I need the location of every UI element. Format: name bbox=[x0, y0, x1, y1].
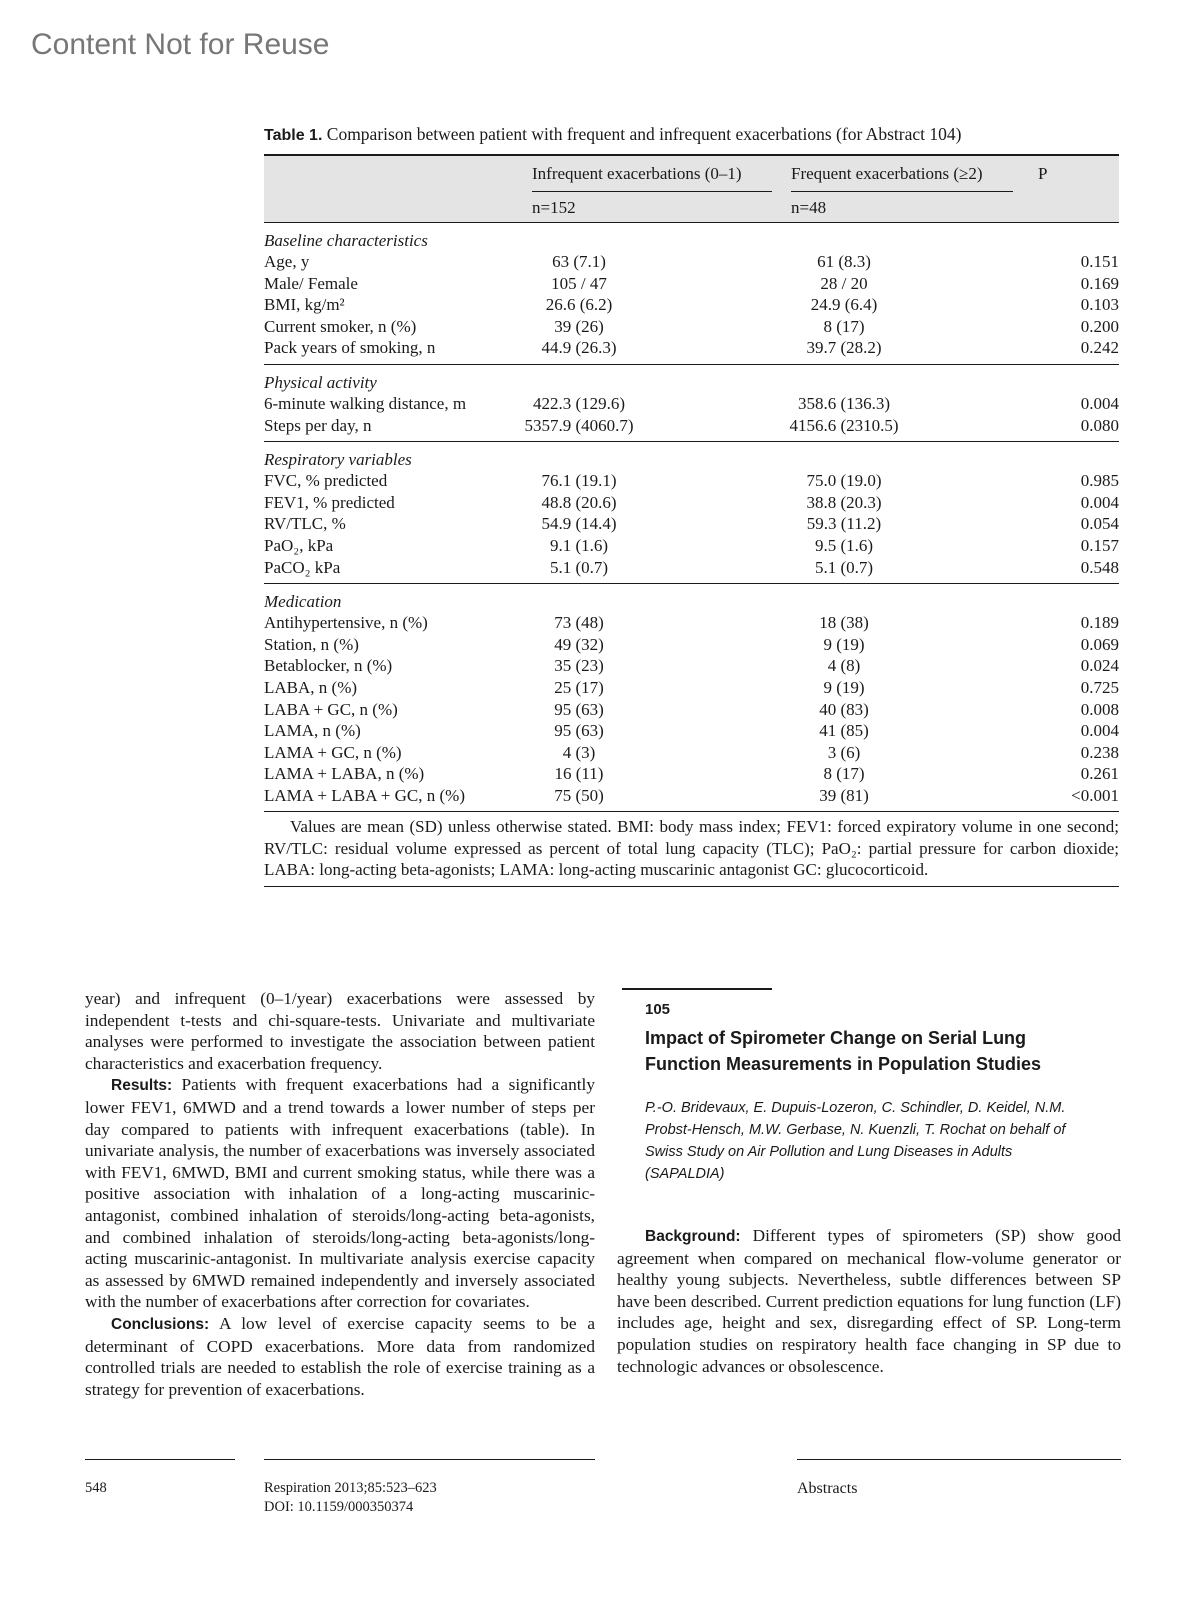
row-label: PaO₂, kPa bbox=[264, 535, 334, 555]
results-text: Patients with frequent exacerbations had a significantly lower FEV1, 6MWD and a trend towards a lower number of steps per day compared to patients with infrequent exacerbations (table). In univariate analysis, the number of exacerbations was inversely associated with FEV1, 6MWD, BMI and current smoking status, while there was a positive association with inhalation of a long-acting muscarinic-antagonist, combined inhalation of steroids/long-acting beta-agonists, and combined inhalation of steroids/long-acting beta-agonists/long-acting muscarinic-antagonist. In multivariate analysis exercise capacity as assessed by 6MWD remained independently and inversely associated with the number of exacerbations after correction for covariates. bbox=[85, 1075, 595, 1312]
header-underline bbox=[791, 191, 1013, 192]
infrequent-value: 5.1 (0.7) bbox=[549, 557, 609, 577]
header-p: P bbox=[1038, 164, 1048, 183]
journal-citation: Respiration 2013;85:523–623 bbox=[264, 1480, 437, 1496]
infrequent-value: 25 (17) bbox=[554, 677, 604, 697]
p-value: 0.024 bbox=[1080, 656, 1119, 676]
infrequent-value: 44.9 (26.3) bbox=[541, 338, 617, 358]
p-value: 0.157 bbox=[1080, 535, 1119, 555]
table-header bbox=[264, 154, 1119, 223]
group-title: Respiratory variables bbox=[264, 450, 412, 470]
infrequent-value: 49 (32) bbox=[554, 634, 604, 654]
infrequent-value: 9.1 (1.6) bbox=[549, 535, 609, 555]
row-label: RV/TLC, % bbox=[264, 514, 346, 534]
table-row bbox=[264, 251, 1119, 273]
table-row bbox=[264, 612, 1119, 634]
section-name: Abstracts bbox=[797, 1480, 858, 1497]
table-row bbox=[264, 337, 1119, 359]
frequent-value: 3 (6) bbox=[827, 742, 861, 762]
frequent-value: 59.3 (11.2) bbox=[806, 514, 882, 534]
infrequent-value: 73 (48) bbox=[554, 613, 604, 633]
table-row bbox=[264, 720, 1119, 742]
p-value: 0.069 bbox=[1080, 634, 1119, 654]
table-row bbox=[264, 316, 1119, 338]
frequent-value: 5.1 (0.7) bbox=[814, 557, 874, 577]
footer-rule bbox=[85, 1459, 235, 1460]
header-n-infrequent: n=152 bbox=[532, 198, 576, 217]
frequent-value: 38.8 (20.3) bbox=[806, 492, 882, 512]
row-label: LAMA + LABA + GC, n (%) bbox=[264, 785, 465, 805]
p-value: 0.054 bbox=[1080, 514, 1119, 534]
infrequent-value: 35 (23) bbox=[554, 656, 604, 676]
row-label: LAMA + GC, n (%) bbox=[264, 742, 402, 762]
table-row bbox=[264, 393, 1119, 415]
p-value: 0.242 bbox=[1080, 338, 1119, 358]
table-row bbox=[264, 785, 1119, 807]
p-value: 0.151 bbox=[1080, 252, 1119, 271]
p-value: 0.261 bbox=[1080, 764, 1119, 784]
frequent-value: 40 (83) bbox=[819, 699, 869, 719]
row-label: FEV1, % predicted bbox=[264, 492, 395, 512]
table-row bbox=[264, 294, 1119, 316]
results-label: Results: bbox=[111, 1077, 173, 1095]
group-title: Physical activity bbox=[264, 372, 377, 392]
p-value: 0.004 bbox=[1080, 721, 1119, 741]
background-paragraph bbox=[617, 1225, 1121, 1377]
header-infrequent: Infrequent exacerbations (0–1) bbox=[532, 164, 742, 183]
frequent-value: 24.9 (6.4) bbox=[810, 295, 878, 315]
group-title: Baseline characteristics bbox=[264, 231, 428, 250]
header-n-frequent: n=48 bbox=[791, 198, 827, 217]
row-label: Age, y bbox=[264, 252, 310, 271]
table-caption-label: Table 1. bbox=[264, 127, 323, 144]
table-row bbox=[264, 742, 1119, 764]
footer-rule bbox=[264, 1459, 595, 1460]
frequent-value: 358.6 (136.3) bbox=[797, 393, 891, 413]
table-group bbox=[264, 365, 1119, 442]
infrequent-value: 76.1 (19.1) bbox=[541, 471, 617, 491]
frequent-value: 9.5 (1.6) bbox=[814, 535, 874, 555]
frequent-value: 9 (19) bbox=[823, 677, 865, 697]
table-1 bbox=[264, 124, 1119, 887]
abstract-rule bbox=[622, 988, 772, 990]
table-row bbox=[264, 273, 1119, 295]
frequent-value: 9 (19) bbox=[823, 634, 865, 654]
footer-rule bbox=[797, 1459, 1121, 1460]
p-value: 0.004 bbox=[1080, 393, 1119, 413]
table-group bbox=[264, 223, 1119, 365]
row-label: LABA, n (%) bbox=[264, 677, 358, 697]
table-group bbox=[264, 584, 1119, 812]
frequent-value: 41 (85) bbox=[819, 721, 869, 741]
infrequent-value: 105 / 47 bbox=[551, 273, 607, 293]
infrequent-value: 48.8 (20.6) bbox=[541, 492, 617, 512]
infrequent-value: 4 (3) bbox=[562, 742, 596, 762]
row-label: Pack years of smoking, n bbox=[264, 338, 436, 358]
conclusions-text: A low level of exercise capacity seems to be a determinant of COPD exacerbations. More data from randomized controlled trials are needed to establish the role of exercise training as a strategy for prevention of exacerbations. bbox=[85, 1313, 595, 1399]
table-row bbox=[264, 677, 1119, 699]
frequent-value: 8 (17) bbox=[823, 764, 865, 784]
background-text: Different types of spirometers (SP) show good agreement when compared on mechanical flow-volume generator or healthy young subjects. Nevertheless, subtle differences between SP have been described. Current prediction equations for lung function (LF) includes age, height and sex, disregarding effect of SP. Long-term population studies on respiratory health face changing in SP due to technologic advances or obsolescence. bbox=[617, 1226, 1121, 1376]
frequent-value: 8 (17) bbox=[823, 316, 865, 336]
table-row bbox=[264, 557, 1119, 579]
methods-paragraph: year) and infrequent (0–1/year) exacerbations were assessed by independent t-tests and chi-square-tests. Univariate and multivariate analyses were performed to investigate the association between patient characteristics and exacerbation frequency. bbox=[85, 989, 595, 1073]
infrequent-value: 422.3 (129.6) bbox=[532, 393, 626, 413]
frequent-value: 75.0 (19.0) bbox=[806, 471, 882, 491]
doi: DOI: 10.1159/000350374 bbox=[264, 1499, 414, 1515]
frequent-value: 28 / 20 bbox=[820, 273, 868, 293]
abstract-authors: P.-O. Bridevaux, E. Dupuis-Lozeron, C. Schindler, D. Keidel, N.M. Probst-Hensch, M.W. Gerbase, N. Kuenzli, T. Rochat on behalf of Swiss Study on Air Pollution and Lung Diseases in Adults (SAPALDIA) bbox=[645, 1100, 1066, 1182]
row-label: FVC, % predicted bbox=[264, 471, 388, 491]
infrequent-value: 16 (11) bbox=[554, 764, 604, 784]
p-value: 0.169 bbox=[1080, 273, 1119, 293]
background-label: Background: bbox=[645, 1228, 741, 1245]
table-body bbox=[264, 223, 1119, 812]
results-paragraph bbox=[85, 1074, 595, 1313]
p-value: 0.008 bbox=[1080, 699, 1119, 719]
p-value: 0.548 bbox=[1080, 557, 1119, 577]
p-value: 0.189 bbox=[1080, 613, 1119, 633]
row-label: Male/ Female bbox=[264, 273, 358, 293]
infrequent-value: 54.9 (14.4) bbox=[541, 514, 617, 534]
row-label: Steps per day, n bbox=[264, 415, 372, 435]
infrequent-value: 26.6 (6.2) bbox=[545, 295, 613, 315]
row-label: LAMA, n (%) bbox=[264, 721, 361, 741]
infrequent-value: 63 (7.1) bbox=[552, 252, 606, 271]
infrequent-value: 5357.9 (4060.7) bbox=[524, 415, 634, 435]
p-value: 0.103 bbox=[1080, 295, 1119, 315]
p-value: 0.985 bbox=[1080, 471, 1119, 491]
row-label: Current smoker, n (%) bbox=[264, 316, 417, 336]
table-row bbox=[264, 415, 1119, 437]
frequent-value: 4 (8) bbox=[827, 656, 861, 676]
conclusions-label: Conclusions: bbox=[111, 1315, 210, 1333]
frequent-value: 39 (81) bbox=[819, 785, 869, 805]
abstract-title: Impact of Spirometer Change on Serial Lung Function Measurements in Population Studies bbox=[645, 1028, 1042, 1074]
frequent-value: 4156.6 (2310.5) bbox=[789, 415, 899, 435]
table-row bbox=[264, 535, 1119, 557]
watermark: Content Not for Reuse bbox=[31, 28, 330, 61]
table-notes: Values are mean (SD) unless otherwise stated. BMI: body mass index; FEV1: forced expiratory volume in one second; RV/TLC: residual volume expressed as percent of total lung capacity (TLC); PaO₂: partial pressure for carbon dioxide; LABA: long-acting beta-agonists; LAMA: long-acting muscarinic antagonist GC: glucocorticoid. bbox=[264, 812, 1119, 887]
table-row bbox=[264, 634, 1119, 656]
frequent-value: 39.7 (28.2) bbox=[806, 338, 882, 358]
infrequent-value: 95 (63) bbox=[554, 699, 604, 719]
frequent-value: 61 (8.3) bbox=[817, 252, 871, 271]
p-value: 0.200 bbox=[1080, 316, 1119, 336]
infrequent-value: 39 (26) bbox=[554, 316, 604, 336]
header-frequent: Frequent exacerbations (≥2) bbox=[791, 164, 983, 183]
p-value: <0.001 bbox=[1071, 785, 1119, 805]
p-value: 0.004 bbox=[1080, 492, 1119, 512]
infrequent-value: 95 (63) bbox=[554, 721, 604, 741]
left-column bbox=[85, 988, 595, 1400]
row-label: LAMA + LABA, n (%) bbox=[264, 764, 425, 784]
table-group bbox=[264, 442, 1119, 584]
group-title: Medication bbox=[264, 592, 342, 612]
table-row bbox=[264, 655, 1119, 677]
table-row bbox=[264, 492, 1119, 514]
row-label: Station, n (%) bbox=[264, 634, 359, 654]
page-number: 548 bbox=[85, 1480, 107, 1496]
abstract-number: 105 bbox=[645, 1001, 671, 1018]
p-value: 0.238 bbox=[1080, 742, 1119, 762]
header-underline bbox=[532, 191, 772, 192]
table-caption-text: Comparison between patient with frequent and infrequent exacerbations (for Abstract 104) bbox=[322, 124, 962, 144]
table-row bbox=[264, 470, 1119, 492]
right-column bbox=[617, 988, 1121, 1377]
row-label: Betablocker, n (%) bbox=[264, 656, 393, 676]
table-caption bbox=[264, 124, 1119, 145]
row-label: PaCO₂ kPa bbox=[264, 557, 341, 577]
row-label: 6-minute walking distance, m bbox=[264, 393, 467, 413]
table-row bbox=[264, 763, 1119, 785]
infrequent-value: 75 (50) bbox=[554, 785, 604, 805]
row-label: BMI, kg/m² bbox=[264, 295, 345, 315]
table-row bbox=[264, 513, 1119, 535]
p-value: 0.725 bbox=[1080, 677, 1119, 697]
p-value: 0.080 bbox=[1080, 415, 1119, 435]
table-row bbox=[264, 699, 1119, 721]
row-label: LABA + GC, n (%) bbox=[264, 699, 398, 719]
frequent-value: 18 (38) bbox=[819, 613, 869, 633]
row-label: Antihypertensive, n (%) bbox=[264, 613, 428, 633]
conclusions-paragraph bbox=[85, 1313, 595, 1400]
